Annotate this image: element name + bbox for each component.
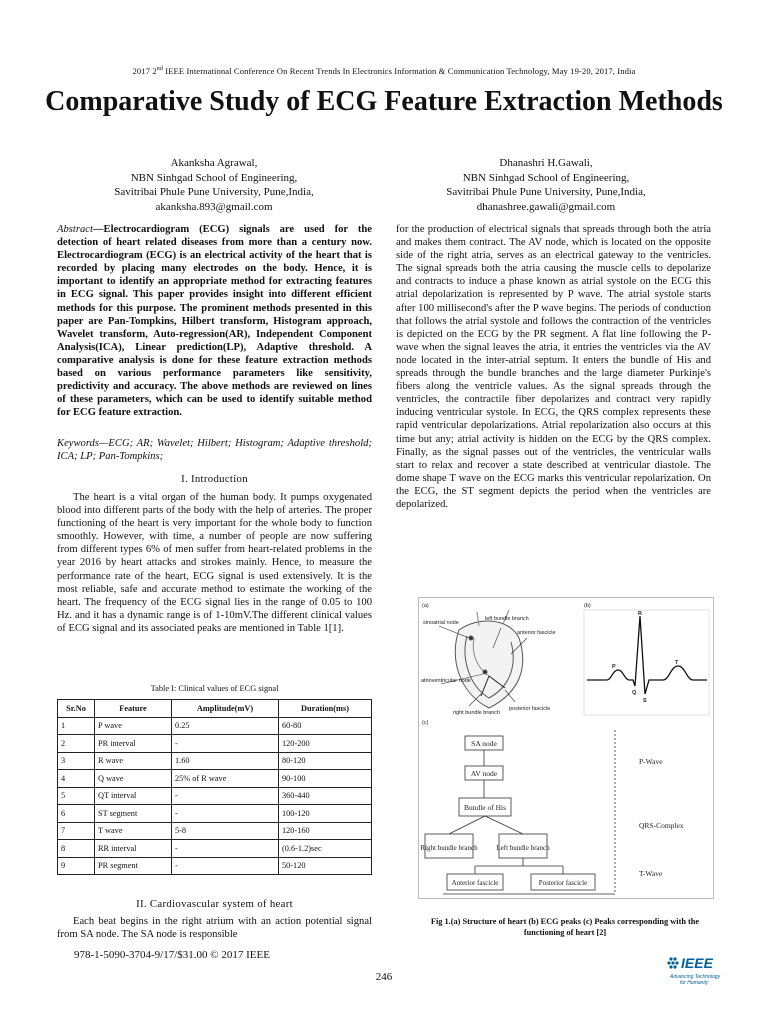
table-cell: PR interval	[95, 735, 172, 753]
panel-label-a: (a)	[422, 603, 429, 609]
table-caption: Table I: Clinical values of ECG signal	[150, 684, 279, 693]
heart-label-anterior-fascicle: anterior fascicle	[517, 630, 556, 636]
paper-title: Comparative Study of ECG Feature Extraction Methods	[45, 86, 723, 117]
table-cell: 50-120	[279, 857, 372, 875]
table-row	[58, 752, 372, 770]
table-cell: 90-100	[279, 770, 372, 788]
table-header-row	[58, 700, 372, 718]
table-row	[58, 857, 372, 875]
table-cell: -	[172, 805, 279, 823]
page-number: 246	[375, 971, 393, 983]
table-cell: 25% of R wave	[172, 770, 279, 788]
table-cell: 1	[58, 717, 95, 735]
cardiovascular-text: Each beat begins in the right atrium with an action potential signal from SA node. The SA node is responsible	[57, 916, 372, 941]
table-cell: 60-80	[279, 717, 372, 735]
clinical-values-table	[57, 699, 372, 875]
table-cell: 120-200	[279, 735, 372, 753]
author-email: dhanashree.gawali@gmail.com	[476, 200, 616, 213]
table-cell: 5-8	[172, 822, 279, 840]
table-cell: Q wave	[95, 770, 172, 788]
table-cell: -	[172, 840, 279, 858]
ieee-tagline-2: for Humanity	[680, 980, 709, 986]
table-cell: 80-120	[279, 752, 372, 770]
table-row	[58, 735, 372, 753]
right-column-text: for the production of electrical signals that spreads through both the atria and makes them contract. The AV node, which is located on the opposite side of the right atria, serves as an electrical gateway to the ventricles. The signal spreads both the atria causing the muscle cells to depolarize and contracts to induce a phase known as atrial systole on the ECG this atrial depolarization is represented by P wave. The atrial systole starts after 100 millisecond's after the P wave begins. The periods of conduction that follows the atrial systole and follows the contraction of the ventricles is depicted on the ECG by the PR segment. A flat line following the P-wave when the signal leaves the atria, it entries the ventricles via the AV node located in the inter-atrial septum. It enters the bundle of His and spreads through the bundle branches and the large diameter Purkinje's fibers along the ventricle values. As the signal spreads through the ventricles, the contractile fiber depolarizes and contract very rapidly inducing ventricular systole. In ECG, the QRS complex represents these rapid ventricular depolarizations. Atrial repolarization also occurs at this time but any; atrial activity is hidden on the ECG by the QRS complex. Finally, as the signal passes out of the ventricles, the ventricular walls start to relax and recover a state described at ventricular diastole. The dome shape T wave on the ECG marks this ventricular repolarization. On the ECG, the ST segment depicts the period when the ventricles are depolarized.	[396, 224, 711, 510]
table-cell: 120-160	[279, 822, 372, 840]
heart-label-left-bundle: left bundle branch	[485, 616, 529, 622]
table-cell: 8	[58, 840, 95, 858]
table-row	[58, 840, 372, 858]
table-cell: -	[172, 787, 279, 805]
flow-node-right-bundle: Right bundle branch	[420, 844, 478, 852]
heart-label-sinoatrial: sinoatrial node	[423, 620, 459, 626]
flow-node-anterior: Anterior fascicle	[451, 879, 499, 887]
table-cell: PR segment	[95, 857, 172, 875]
table-cell: 4	[58, 770, 95, 788]
author-affiliation: NBN Sinhgad School of Engineering,	[130, 171, 298, 184]
author-affiliation: NBN Sinhgad School of Engineering,	[462, 171, 630, 184]
table-header-cell: Feature	[95, 700, 172, 718]
table-cell: P wave	[95, 717, 172, 735]
table-cell: 1.60	[172, 752, 279, 770]
table-cell: 5	[58, 787, 95, 805]
table-cell: R wave	[95, 752, 172, 770]
section-heading-cardiovascular: II. Cardiovascular system of heart	[136, 898, 293, 910]
heart-label-right-bundle: right bundle branch	[453, 710, 501, 716]
ieee-wordmark: IEEE	[681, 955, 713, 971]
introduction-text: The heart is a vital organ of the human body. It pumps oxygenated blood into different parts of the body with the help of arteries. The proper functioning of the heart is very important for the whole body to function smoothly. However, with time, a number of people are now suffering from different types 6% of men suffer from heart-related problems in the year 2016 by heart attacks and strokes mainly. Hence, to measure the performance rate of the heart, ECG signal is used extensively. It is the most reliable, safe and accurate method to estimate the working of the heart. The frequency of the ECG signal lies in the range of 0.05 to 100 Hz. and it has a dynamic range is of 1-10mV.The different clinical values of ECG signal and its associated peaks are mentioned in Table 1[1].	[57, 492, 372, 634]
flow-node-av: AV node	[470, 769, 498, 778]
panel-label-c: (c)	[422, 720, 429, 726]
isbn-copyright: 978-1-5090-3704-9/17/$31.00 © 2017 IEEE	[74, 949, 270, 961]
peak-label-p: P	[612, 664, 616, 670]
table-cell: 7	[58, 822, 95, 840]
abstract	[57, 223, 372, 419]
figure-caption: Fig 1.(a) Structure of heart (b) ECG peaks (c) Peaks corresponding with the functioning of heart [2]	[430, 917, 700, 937]
conference-header: 2017 2nd IEEE International Conference On Recent Trends In Electronics Information & Communication Technology, May 19-20, 2017, India	[132, 66, 636, 76]
phase-label-t-wave: T-Wave	[639, 869, 663, 878]
table-cell: -	[172, 735, 279, 753]
flow-node-posterior: Posterior fascicle	[538, 879, 588, 887]
heart-label-posterior-fascicle: posterior fascicle	[509, 706, 551, 712]
ieee-logo	[664, 950, 728, 995]
table-cell: RR interval	[95, 840, 172, 858]
ecg-waveform	[587, 616, 707, 694]
table-cell: 0.25	[172, 717, 279, 735]
author-block-2	[396, 156, 696, 214]
table-cell: 360-440	[279, 787, 372, 805]
author-university: Savitribai Phule Pune University, Pune,India,	[446, 186, 646, 198]
figure-graphic	[419, 598, 713, 898]
table-cell: ST segment	[95, 805, 172, 823]
flow-node-his: Bundle of His	[463, 803, 507, 812]
flow-node-left-bundle: Left bundle branch	[496, 844, 550, 852]
table-cell: 6	[58, 805, 95, 823]
keywords: Keywords—ECG; AR; Wavelet; Hilbert; Histogram; Adaptive threshold; ICA; LP; Pan-Tompkins;	[57, 438, 372, 463]
abstract-label: Abstract	[57, 224, 93, 235]
table-cell: 2	[58, 735, 95, 753]
table-header-cell: Duration(ms)	[279, 700, 372, 718]
table-header-cell: Sr.No	[58, 700, 95, 718]
abstract-text: —Electrocardiogram (ECG) signals are used for the detection of heart related diseases from more than a century now. Electrocardiogram (ECG) is an electrical activity of the heart that is recorded by placing many electrodes on the body. Hence, it is important to identify an appropriate method for extracting features in ECG signal. This paper provides insight into different efficient methods for this purpose. The prominent methods presented in this paper are Pan-Tompkins, Hilbert transform, Histogram approach, Wavelet transform, Auto-regression(AR), Independent Component Analysis(ICA), Linear prediction(LP), Adaptive threshold. A comparative analysis is done for these feature extraction methods based on various performance parameters like sensitivity, predictivity and accuracy. The above methods are reviewed on lines of these parameters, which can be used to identify suitable method for ECG feature extraction.	[57, 224, 372, 419]
flow-node-sa: SA node	[471, 739, 497, 748]
author-block-1	[64, 156, 364, 214]
table-cell: QT interval	[95, 787, 172, 805]
table-cell: (0.6-1.2)sec	[279, 840, 372, 858]
phase-label-p-wave: P-Wave	[639, 757, 663, 766]
heart-label-atrioventricular: atrioventricular node	[421, 678, 471, 684]
author-email: akanksha.893@gmail.com	[155, 200, 273, 213]
figure-heart-ecg	[418, 597, 714, 899]
table-row	[58, 805, 372, 823]
ieee-logo-graphic	[664, 950, 728, 990]
peak-label-t: T	[675, 660, 679, 666]
table-row	[58, 822, 372, 840]
table-cell: -	[172, 857, 279, 875]
author-name: Dhanashri H.Gawali,	[499, 157, 593, 169]
table-header-cell: Amplitude(mV)	[172, 700, 279, 718]
ieee-diamond-icon	[667, 957, 678, 968]
table-cell: 100-120	[279, 805, 372, 823]
panel-label-b: (b)	[584, 603, 591, 609]
author-university: Savitribai Phule Pune University, Pune,India,	[114, 186, 314, 198]
table-row	[58, 770, 372, 788]
author-name: Akanksha Agrawal,	[170, 157, 258, 169]
section-heading-introduction: I. Introduction	[181, 473, 248, 485]
peak-label-r: R	[638, 611, 642, 617]
table-row	[58, 717, 372, 735]
ieee-tagline-1: Advancing Technology	[670, 974, 721, 980]
flow-boxes	[425, 736, 595, 890]
phase-label-qrs: QRS-Complex	[639, 821, 684, 830]
peak-label-q: Q	[632, 690, 637, 696]
table-cell: 9	[58, 857, 95, 875]
table-cell: T wave	[95, 822, 172, 840]
table-row	[58, 787, 372, 805]
peak-label-s: S	[643, 698, 647, 704]
table-cell: 3	[58, 752, 95, 770]
